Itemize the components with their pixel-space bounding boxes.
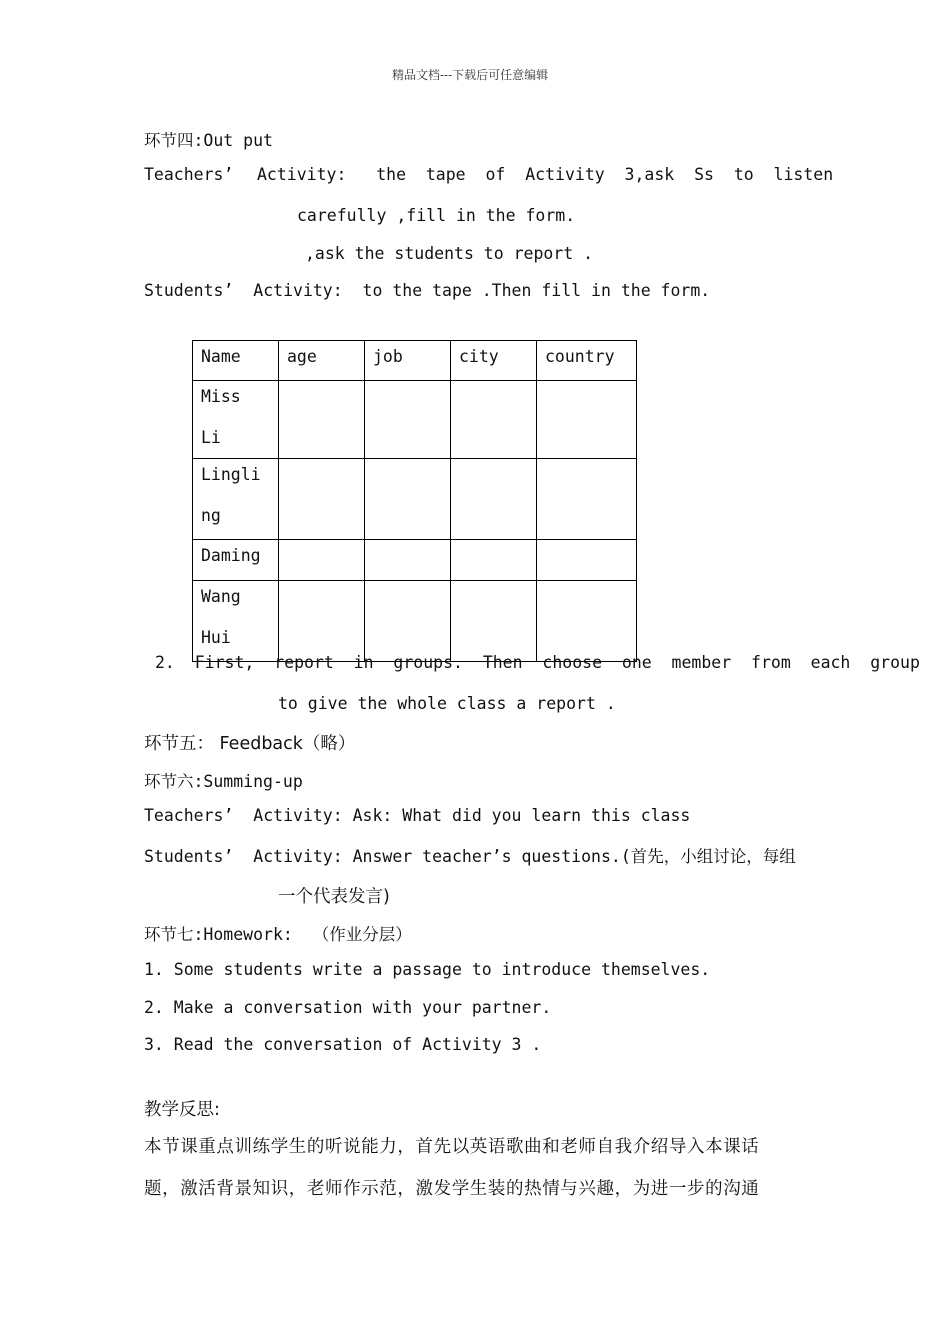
- row-country-cell: [537, 540, 637, 581]
- table-row: [193, 540, 637, 581]
- table-row: [193, 381, 637, 459]
- section6-teacher-line: Teachers’ Activity: Ask: What did you learn this class: [144, 806, 691, 825]
- item-2-line-2: to give the whole class a report .: [278, 694, 616, 713]
- section7-title: 环节七:Homework: （作业分层）: [144, 925, 412, 944]
- row-country-cell: [537, 459, 637, 540]
- header-name: Name: [193, 341, 279, 381]
- section5-title: 环节五： Feedback（略）: [144, 734, 356, 754]
- homework-item: 1. Some students write a passage to introduce themselves.: [144, 960, 711, 979]
- row-name: Miss Li: [193, 381, 279, 459]
- header-job: job: [365, 341, 451, 381]
- row-job-cell: [365, 540, 451, 581]
- info-form-table: [192, 340, 637, 662]
- row-job-cell: [365, 459, 451, 540]
- reflection-title: 教学反思:: [144, 1100, 220, 1120]
- teacher-activity-text-3: ,ask the students to report .: [305, 244, 594, 263]
- row-city-cell: [451, 540, 537, 581]
- header-age: age: [279, 341, 365, 381]
- page-header: 精品文档---下载后可任意编辑: [392, 68, 549, 82]
- row-job-cell: [365, 581, 451, 662]
- homework-item: 3. Read the conversation of Activity 3 .: [144, 1035, 542, 1054]
- teacher-activity-text: Activity: the tape of Activity 3,ask Ss to listen: [257, 165, 834, 184]
- students-activity-line: Students’ Activity: to the tape .Then fill in the form.: [144, 281, 711, 300]
- row-name: Lingling: [193, 459, 279, 540]
- item-2-line: 2. First, report in groups. Then choose one member from each group: [155, 653, 920, 672]
- row-name: Wang Hui: [193, 581, 279, 662]
- section4-title: 环节四:Out put: [144, 131, 273, 150]
- row-job-cell: [365, 381, 451, 459]
- row-country-cell: [537, 381, 637, 459]
- section6-students-line: Students’ Activity: Answer teacher’s questions.(首先，小组讨论，每组: [144, 847, 796, 866]
- reflection-text-line: 本节课重点训练学生的听说能力，首先以英语歌曲和老师自我介绍导入本课话: [144, 1137, 760, 1157]
- row-country-cell: [537, 581, 637, 662]
- row-city-cell: [451, 581, 537, 662]
- table-row: [193, 581, 637, 662]
- row-age-cell: [279, 581, 365, 662]
- row-city-cell: [451, 459, 537, 540]
- homework-item: 2. Make a conversation with your partner.: [144, 998, 552, 1017]
- row-age-cell: [279, 459, 365, 540]
- table-row: [193, 459, 637, 540]
- section6-title: 环节六:Summing-up: [144, 772, 303, 791]
- header-city: city: [451, 341, 537, 381]
- reflection-text-line: 题，激活背景知识，老师作示范，激发学生装的热情与兴趣，为进一步的沟通: [144, 1179, 760, 1199]
- header-country: country: [537, 341, 637, 381]
- section6-students-line-2: 一个代表发言): [278, 887, 390, 907]
- row-city-cell: [451, 381, 537, 459]
- row-age-cell: [279, 540, 365, 581]
- teacher-activity-label: Teachers’: [144, 165, 234, 184]
- row-name: Daming: [193, 540, 279, 581]
- row-age-cell: [279, 381, 365, 459]
- teacher-activity-text-2: carefully ,fill in the form.: [297, 206, 576, 225]
- table-header-row: [193, 341, 637, 381]
